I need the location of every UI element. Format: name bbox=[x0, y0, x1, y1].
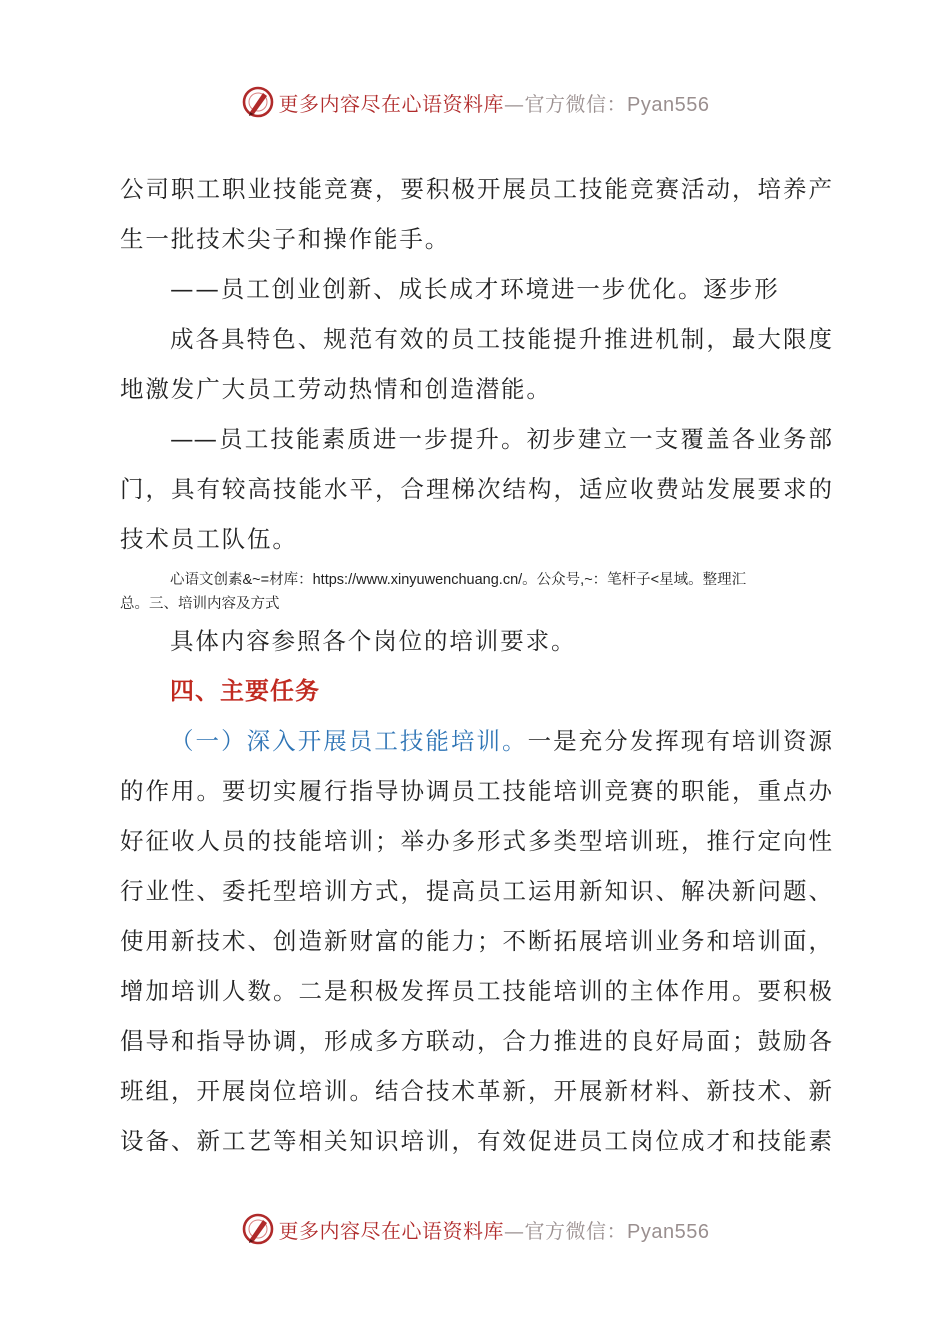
wechat-id: Pyan556 bbox=[627, 93, 710, 116]
paragraph-line: 生一批技术尖子和操作能手。 bbox=[120, 225, 451, 253]
subsection-first-line bbox=[120, 716, 832, 766]
wechat-id: Pyan556 bbox=[627, 1220, 710, 1243]
paragraph-line: ——员工创业创新、成长成才环境进一步优化。逐步形 bbox=[170, 275, 780, 303]
pen-circle-logo-icon bbox=[241, 85, 275, 119]
paragraph-line: 技术员工队伍。 bbox=[120, 525, 298, 553]
paragraph-line: 班组，开展岗位培训。结合技术革新，开展新材料、新技术、新 bbox=[120, 1077, 832, 1105]
paragraph-line: 门，具有较高技能水平，合理梯次结构，适应收费站发展要求的 bbox=[120, 475, 832, 503]
paragraph-line: 好征收人员的技能培训；举办多形式多类型培训班，推行定向性 bbox=[120, 827, 832, 855]
brand-dash: — bbox=[504, 91, 525, 116]
header-watermark-text bbox=[279, 88, 710, 117]
source-note-line: 心语文创素&~=材库：https://www.xinyuwenchuang.cn/。公众号,~：笔杆子<星域。整理汇 bbox=[170, 572, 747, 588]
paragraph-line: 成各具特色、规范有效的员工技能提升推进机制，最大限度 bbox=[170, 325, 832, 353]
subsection-first-text: 一是充分发挥现有培训资源 bbox=[527, 727, 833, 755]
paragraph-line: 行业性、委托型培训方式，提高员工运用新知识、解决新问题、 bbox=[120, 877, 832, 905]
paragraph-line: 增加培训人数。二是积极发挥员工技能培训的主体作用。要积极 bbox=[120, 977, 832, 1005]
official-label: 官方微信： bbox=[524, 91, 628, 116]
brand-text: 更多内容尽在心语资料库 bbox=[278, 91, 505, 116]
paragraph-line: 使用新技术、创造新财富的能力；不断拓展培训业务和培训面， bbox=[120, 927, 832, 955]
source-note-line: 总。三、培训内容及方式 bbox=[120, 596, 280, 612]
footer-watermark-text bbox=[279, 1215, 710, 1244]
paragraph-line: 公司职工职业技能竞赛，要积极开展员工技能竞赛活动，培养产 bbox=[120, 175, 832, 203]
paragraph-line: 的作用。要切实履行指导协调员工技能培训竞赛的职能，重点办 bbox=[120, 777, 832, 805]
brand-dash: — bbox=[504, 1218, 525, 1243]
paragraph-line: 倡导和指导协调，形成多方联动，合力推进的良好局面；鼓励各 bbox=[120, 1027, 832, 1055]
section-heading-text: 四、主要任务 bbox=[170, 677, 320, 705]
footer-watermark bbox=[0, 1209, 950, 1249]
paragraph-line: 地激发广大员工劳动热情和创造潜能。 bbox=[120, 375, 552, 403]
paragraph-line: 具体内容参照各个岗位的培训要求。 bbox=[170, 627, 577, 655]
paragraph-line: ——员工技能素质进一步提升。初步建立一支覆盖各业务部 bbox=[170, 425, 832, 453]
pen-circle-logo-icon bbox=[241, 1212, 275, 1246]
document-body bbox=[120, 164, 832, 1166]
brand-text: 更多内容尽在心语资料库 bbox=[278, 1218, 505, 1243]
official-label: 官方微信： bbox=[524, 1218, 628, 1243]
header-watermark bbox=[0, 82, 950, 122]
subsection-heading: （一）深入开展员工技能培训。 bbox=[170, 727, 528, 755]
paragraph-line: 设备、新工艺等相关知识培训，有效促进员工岗位成才和技能素 bbox=[120, 1127, 832, 1155]
section-heading bbox=[120, 666, 832, 716]
